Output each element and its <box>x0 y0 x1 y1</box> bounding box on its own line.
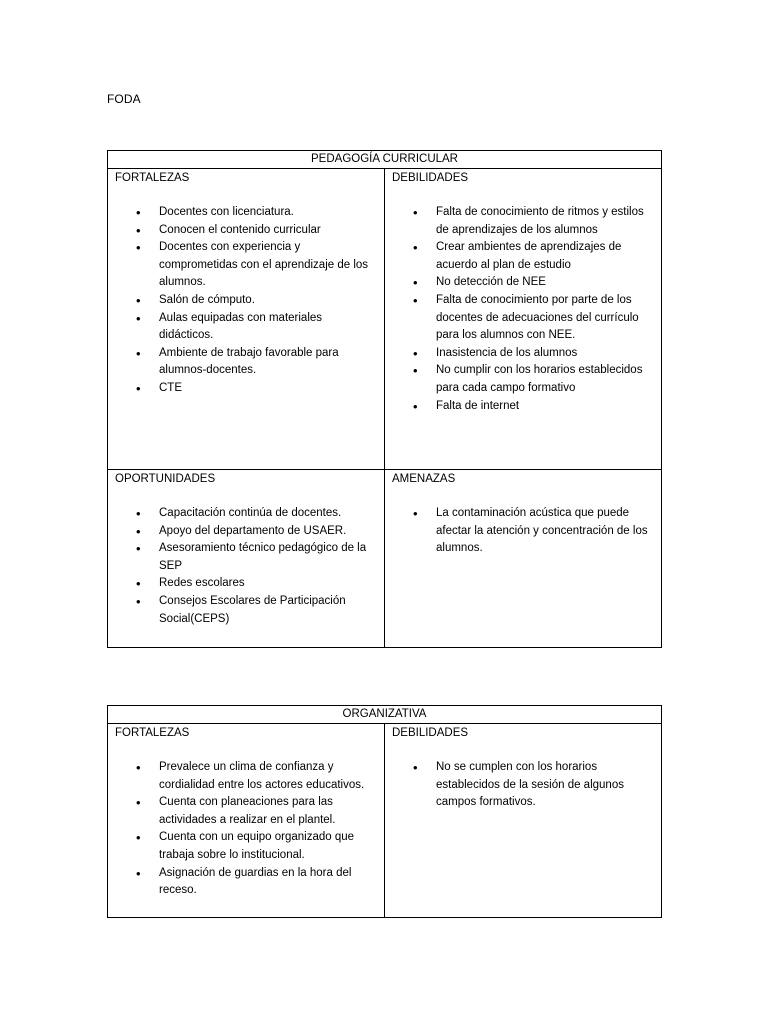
debilidades-cell <box>385 724 662 918</box>
amenazas-list <box>392 505 655 558</box>
document-title: FODA <box>107 92 141 106</box>
list-item: • Prevalece un clima de confianza y cordialidad entre los actores educativos. <box>159 759 378 794</box>
list-item: • Redes escolares <box>159 575 378 593</box>
oportunidades-label: OPORTUNIDADES <box>115 473 216 485</box>
list-item: • No se cumplen con los horarios establecidos de la sesión de algunos campos formativos. <box>436 759 655 812</box>
list-item: • Inasistencia de los alumnos <box>436 345 655 363</box>
list-item: • Cuenta con un equipo organizado que trabaja sobre lo institucional. <box>159 829 378 864</box>
list-item: • CTE <box>159 380 378 398</box>
fortalezas-label: FORTALEZAS <box>115 727 190 739</box>
debilidades-label: DEBILIDADES <box>392 172 469 184</box>
oportunidades-cell <box>108 470 385 648</box>
debilidades-list <box>392 759 655 812</box>
amenazas-label: AMENAZAS <box>392 473 456 485</box>
list-item: • Falta de conocimiento de ritmos y estilos de aprendizajes de los alumnos <box>436 204 655 239</box>
list-item: • Capacitación continúa de docentes. <box>159 505 378 523</box>
list-item: • No detección de NEE <box>436 274 655 292</box>
list-item: • Cuenta con planeaciones para las actividades a realizar en el plantel. <box>159 794 378 829</box>
debilidades-cell <box>385 169 662 470</box>
fortalezas-list <box>115 759 378 900</box>
list-item: • Aulas equipadas con materiales didácticos. <box>159 310 378 345</box>
debilidades-label: DEBILIDADES <box>392 727 469 739</box>
list-item: • Apoyo del departamento de USAER. <box>159 523 378 541</box>
fortalezas-list <box>115 204 378 398</box>
table-title: PEDAGOGÍA CURRICULAR <box>108 151 662 169</box>
foda-table-organizativa <box>107 705 662 918</box>
debilidades-list <box>392 204 655 415</box>
table-title: ORGANIZATIVA <box>108 706 662 724</box>
fortalezas-label: FORTALEZAS <box>115 172 190 184</box>
list-item: • Asesoramiento técnico pedagógico de la SEP <box>159 540 378 575</box>
list-item: • Falta de conocimiento por parte de los docentes de adecuaciones del currículo para los alumnos con NEE. <box>436 292 655 345</box>
list-item: • No cumplir con los horarios establecidos para cada campo formativo <box>436 362 655 397</box>
foda-table-pedagogia <box>107 150 662 648</box>
list-item: • Conocen el contenido curricular <box>159 222 378 240</box>
list-item: • Ambiente de trabajo favorable para alumnos-docentes. <box>159 345 378 380</box>
list-item: • La contaminación acústica que puede afectar la atención y concentración de los alumnos. <box>436 505 655 558</box>
oportunidades-list <box>115 505 378 628</box>
fortalezas-cell <box>108 724 385 918</box>
list-item: • Salón de cómputo. <box>159 292 378 310</box>
list-item: • Crear ambientes de aprendizajes de acuerdo al plan de estudio <box>436 239 655 274</box>
list-item: • Docentes con licenciatura. <box>159 204 378 222</box>
list-item: • Docentes con experiencia y comprometidas con el aprendizaje de los alumnos. <box>159 239 378 292</box>
amenazas-cell <box>385 470 662 648</box>
list-item: • Consejos Escolares de Participación Social(CEPS) <box>159 593 378 628</box>
fortalezas-cell <box>108 169 385 470</box>
list-item: • Asignación de guardias en la hora del receso. <box>159 865 378 900</box>
list-item: • Falta de internet <box>436 398 655 416</box>
